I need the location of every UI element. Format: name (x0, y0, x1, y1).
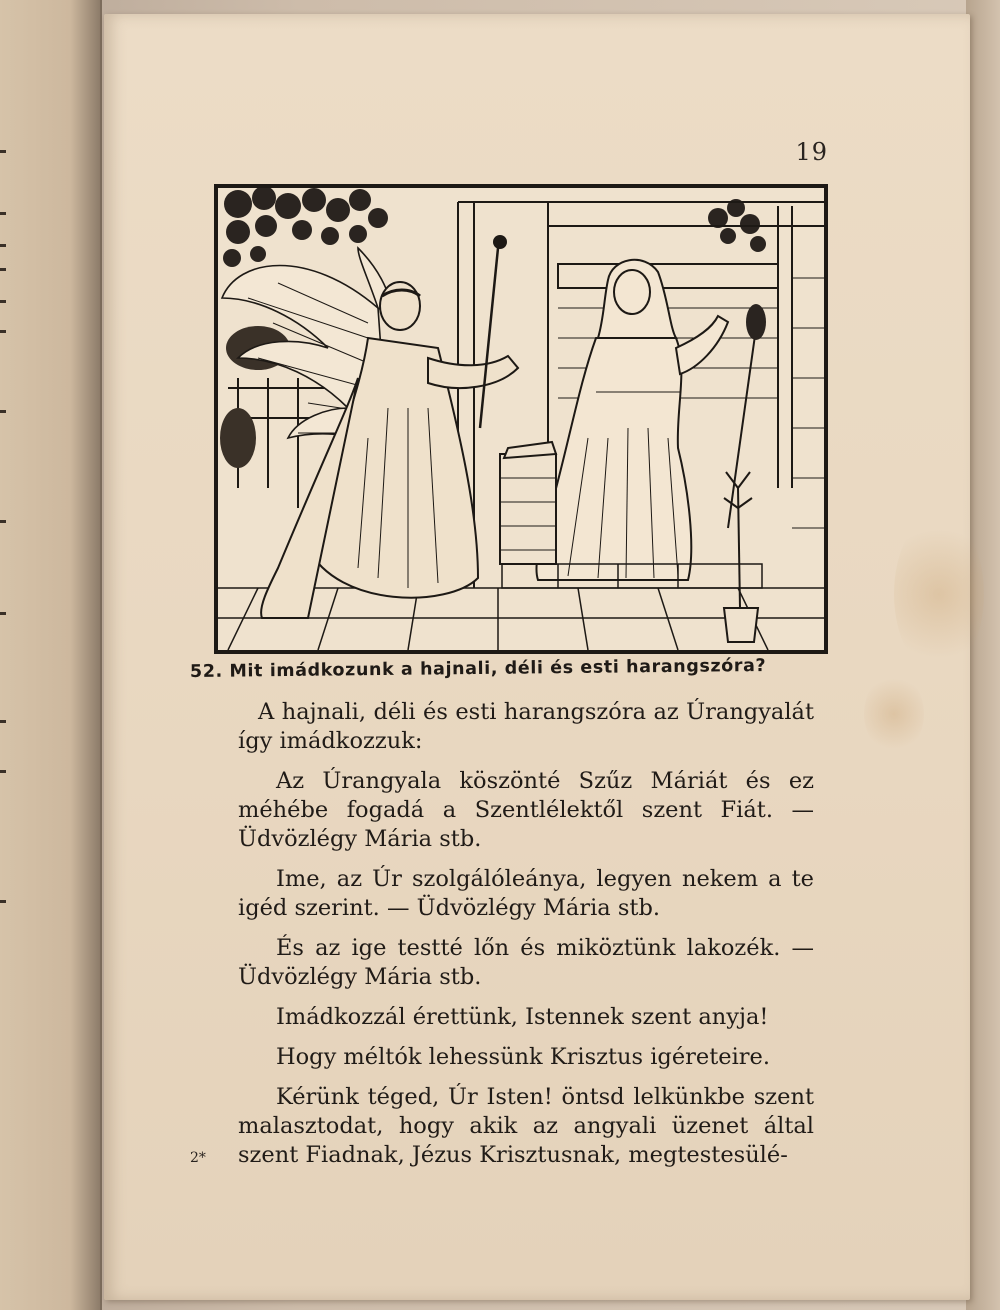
page-number: 19 (795, 138, 828, 166)
annunciation-illustration (214, 184, 828, 654)
previous-page-edge (0, 0, 102, 1310)
paragraph: Kérünk téged, Úr Isten! öntsd lelkünkbe szent malasztodat, hogy akik az angyali üzenet által szent Fiadnak, Jézus Krisztusnak, megtestesülé- (238, 1084, 814, 1168)
paragraph: A hajnali, déli és esti harangszóra az Úrangyalát így imádkozzuk: (238, 699, 814, 754)
signature-mark: 2* (190, 1150, 206, 1166)
paragraph: És az ige testté lőn és miköztünk lakozék. — Üdvözlégy Mária stb. (238, 935, 814, 990)
paragraph: Az Úrangyala köszönté Szűz Máriát és ez méhébe fogadá a Szentlélektől szent Fiát. — Üdvözlégy Mária stb. (238, 768, 814, 852)
next-page-edge (966, 0, 1000, 1310)
paragraph: Ime, az Úr szolgálóleánya, legyen nekem a te igéd szerint. — Üdvözlégy Mária stb. (238, 866, 814, 921)
paragraph: Imádkozzál érettünk, Istennek szent anyja! (276, 1004, 769, 1030)
prayer-text (238, 698, 814, 1181)
book-page (104, 14, 970, 1300)
question-heading: 52. Mit imádkozunk a hajnali, déli és esti harangszóra? (189, 655, 767, 682)
paragraph: Hogy méltók lehessünk Krisztus igéreteire. (276, 1044, 770, 1070)
